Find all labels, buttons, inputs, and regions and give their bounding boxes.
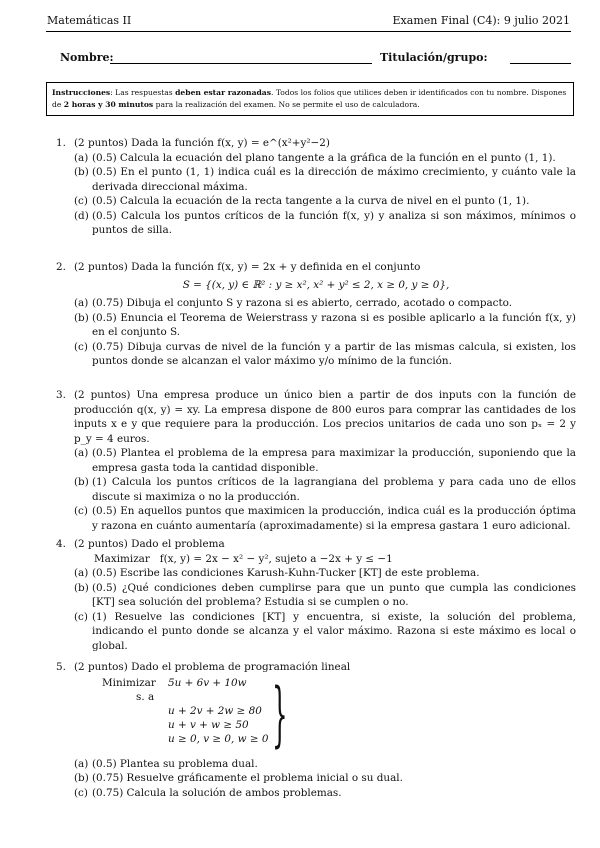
question-2a: (a) (0.75) Dibuja el conjunto S y razona si es abierto, cerrado, acotado o compacto. (74, 297, 513, 309)
question-4a: (a) (0.5) Escribe las condiciones Karush-Kuhn-Tucker [KT] de este problema. (74, 567, 480, 579)
question-2: 2. (2 puntos) Dada la función f(x, y) = 2x + y definida en el conjunto S = {(x, y) ∈ ℝ² : y ≥ x², x² + y² ≤ 2, x ≥ 0, y ≥ 0}, (a) (0.75) Dibuja el conjunto S y razona si es abierto, cerrado, acotado o compacto. (b) (0.5) Enuncia el Teorema de Weierstrass y razona si es posible aplicarlo a la función f(x, y) en el conjunto S. (c) (0.75) Dibuja curvas de nivel de la función y a partir de las mismas calcula, si existen, los puntos donde se alcanzan el valor máximo y/o mínimo de la función. (56, 261, 576, 367)
question-2c: (c) (0.75) Dibuja curvas de nivel de la función y a partir de las mismas calcula, si existen, los puntos donde se alcanzan el valor máximo y/o mínimo de la función. (74, 340, 576, 367)
question-3b: (b) (1) Calcula los puntos críticos de la lagrangiana del problema y para cada uno de ellos discute si maximiza o no la producción. (74, 476, 576, 503)
subject-to-label: s. a (136, 690, 155, 703)
instructions-box: Instrucciones: Las respuestas deben estar razonadas. Todos los folios que utilices deben ir identificados con tu nombre. Dispones de 2 horas y 30 minutos para la realización del examen. No se permite el uso de calculadora. (46, 82, 574, 116)
constraint-3: u ≥ 0, v ≥ 0, w ≥ 0 (168, 732, 269, 745)
question-1-text: (2 puntos) Dada la función f(x, y) = e^(x²+y²−2) (74, 137, 330, 149)
question-5-text: (2 puntos) Dado el problema de programación lineal (74, 661, 351, 673)
question-5a: (a) (0.5) Plantea su problema dual. (74, 757, 258, 770)
question-1a: (a) (0.5) Calcula la ecuación del plano tangente a la gráfica de la función en el punto (1, 1). (74, 151, 556, 164)
question-5c: (c) (0.75) Calcula la solución de ambos problemas. (74, 786, 342, 799)
set-definition: S = {(x, y) ∈ ℝ² : y ≥ x², x² + y² ≤ 2, x ≥ 0, y ≥ 0}, (182, 278, 450, 291)
question-3a: (a) (0.5) Plantea el problema de la empresa para maximizar la producción, suponiendo que la empresa gasta toda la cantidad disponible. (74, 447, 576, 474)
constraint-2: u + v + w ≥ 50 (168, 718, 249, 731)
minimize-label: Minimizar (102, 676, 156, 689)
question-1c: (c) (0.5) Calcula la ecuación de la recta tangente a la curva de nivel en el punto (1, 1). (74, 195, 530, 207)
degree-label: Titulación/grupo: (380, 51, 488, 64)
right-brace: } (272, 672, 288, 755)
student-fields (60, 51, 571, 67)
course-title: Matemáticas II (47, 14, 132, 27)
question-3: 3. (2 puntos) Una empresa produce un único bien a partir de dos inputs con la función de producción q(x, y) = xy. La empresa dispone de 800 euros para comprar las cantidades de los inputs x e y que requiere para la producción. Los precios unitarios de cada uno son pₓ = 2 y p_y = 4 euros. (a) (0.5) Plantea el problema de la empresa para maximizar la producción, suponiendo que la empresa gasta toda la cantidad disponible. (b) (1) Calcula los puntos críticos de la lagrangiana del problema y para cada uno de ellos discute si maximiza o no la producción. (c) (0.5) En aquellos puntos que maximicen la producción, indica cuál es la producción óptima y razona en cuánto aumentaría (aproximadamente) si la empresa gastara 1 euro adicional. (56, 389, 576, 532)
degree-field[interactable] (510, 63, 571, 64)
question-4c: (c) (1) Resuelve las condiciones [KT] y encuentra, si existe, la solución del problema, indicando el punto donde se alcanza y el valor máximo. Razona si este máximo es local o global. (74, 610, 576, 652)
question-3-text: (2 puntos) Una empresa produce un único bien a partir de dos inputs con la función de producción q(x, y) = xy. La empresa dispone de 800 euros para comprar las cantidades de los inputs x e y que requiere para la producción. Los precios unitarios de cada uno son pₓ = 2 y p_y = 4 euros. (74, 389, 576, 445)
question-5b: (b) (0.75) Resuelve gráficamente el problema inicial o su dual. (74, 772, 403, 784)
instructions-label: Instrucciones (52, 88, 111, 97)
question-3c: (c) (0.5) En aquellos puntos que maximicen la producción, indica cuál es la producción óptima y razona en cuánto aumentaría (aproximadamente) si la empresa gastara 1 euro adicional. (74, 505, 576, 532)
question-4: 4. (2 puntos) Dado el problema Maximizar f(x, y) = 2x − x² − y², sujeto a −2x + y ≤ −1 (a) (0.5) Escribe las condiciones Karush-Kuhn-Tucker [KT] de este problema. (b) (0.5) ¿Qué condiciones deben cumplirse para que un punto que cumpla las condiciones [KT] sea solución del problema? Estudia si se cumplen o no. (c) (1) Resuelve las condiciones [KT] y encuentra, si existe, la solución del problema, indicando el punto donde se alcanza y el valor máximo. Razona si este máximo es local o global. (56, 538, 576, 652)
question-1b: (b) (0.5) En el punto (1, 1) indica cuál es la dirección de máximo crecimiento, y cuánto vale la derivada direccional máxima. (74, 166, 576, 193)
header-rule (46, 31, 571, 32)
question-5: 5. (2 puntos) Dado el problema de programación lineal Minimizar s. a 5u + 6v + 10w u + 2v + 2w ≥ 80 u + v + w ≥ 50 u ≥ 0, v ≥ 0, w ≥ 0 } (a) (0.5) Plantea su problema dual. (b) (0.75) Resuelve gráficamente el problema inicial o su dual. (c) (0.75) Calcula la solución de ambos problemas. (56, 660, 576, 800)
constraint-1: u + 2v + 2w ≥ 80 (168, 704, 262, 717)
question-1d: (d) (0.5) Calcula los puntos críticos de la función f(x, y) y analiza si son máximos, mínimos o puntos de silla. (74, 209, 576, 236)
name-label: Nombre: (60, 51, 114, 64)
question-2b: (b) (0.5) Enuncia el Teorema de Weierstrass y razona si es posible aplicarlo a la función f(x, y) en el conjunto S. (74, 311, 576, 338)
question-4b: (b) (0.5) ¿Qué condiciones deben cumplirse para que un punto que cumpla las condiciones [KT] sea solución del problema? Estudia si se cumplen o no. (74, 581, 576, 608)
question-2-text: (2 puntos) Dada la función f(x, y) = 2x + y definida en el conjunto (74, 261, 421, 273)
optimization-problem: Maximizar f(x, y) = 2x − x² − y², sujeto a −2x + y ≤ −1 (94, 552, 393, 565)
linear-program (56, 672, 576, 757)
name-field[interactable] (110, 63, 372, 64)
question-4-text: (2 puntos) Dado el problema (74, 538, 225, 550)
question-1: 1. (2 puntos) Dada la función f(x, y) = e^(x²+y²−2) (a) (0.5) Calcula la ecuación del plano tangente a la gráfica de la función en el punto (1, 1). (b) (0.5) En el punto (1, 1) indica cuál es la dirección de máximo crecimiento, y cuánto vale la derivada direccional máxima. (c) (0.5) Calcula la ecuación de la recta tangente a la curva de nivel en el punto (1, 1). (d) (0.5) Calcula los puntos críticos de la función f(x, y) y analiza si son máximos, mínimos o puntos de silla. (56, 137, 576, 236)
objective-function: 5u + 6v + 10w (168, 676, 247, 689)
exam-title: Examen Final (C4): 9 julio 2021 (392, 14, 570, 27)
